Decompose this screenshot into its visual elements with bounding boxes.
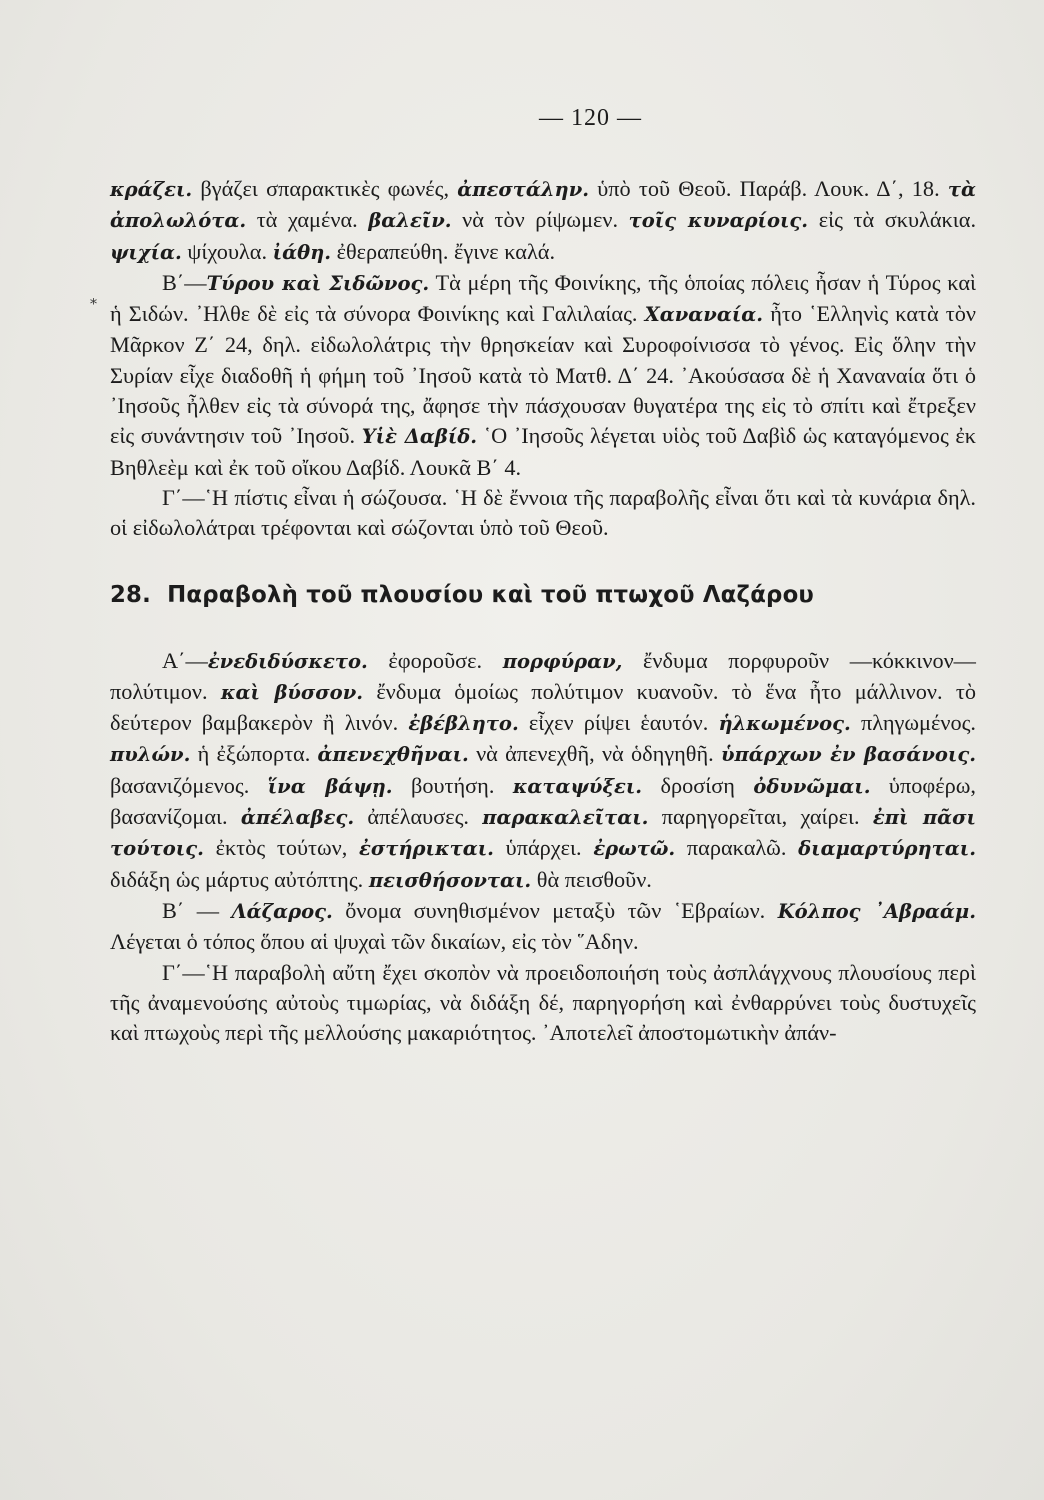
lemma-term: καταψύξει. <box>512 774 643 798</box>
gloss-text: ἦτο ῾Ελληνὶς κατὰ τὸν Μᾶρκον Ζ΄ 24, δηλ. εἰδωλολάτρις τὴν θρησκείαν καὶ Συροφοίνισσα τὸ γένος. Εἰς ὅλην τὴν Συρίαν εἶχε διαδοθῆ ἡ φήμη τοῦ ᾿Ιησοῦ κατὰ τὸ Ματθ. Δ΄ 24. ᾿Ακούσασα δὲ ἡ Χαναναία ὅτι ὁ ᾿Ιησοῦς ἦλθεν εἰς τὰ σύνορά της, ἄφησε τὴν πάσχουσαν θυγατέρα της εἰς τὸ σπίτι καὶ ἔτρεξεν εἰς συνάντησιν τοῦ ᾿Ιησοῦ. <box>110 301 976 449</box>
gloss-text: Τὰ μέρη τῆς Φοινίκης, τῆς ὁποίας πόλεις ἦσαν ἡ Τύρος καὶ ἡ Σιδών. ᾿Ηλθε δὲ εἰς τὰ σύνορα Φοινίκης καὶ Γαλιλαίας. <box>110 269 976 327</box>
lemma-term: Τύρου καὶ Σιδῶνος. <box>206 271 430 295</box>
lemma-term: Κόλπος ᾿Αβραάμ. <box>777 899 976 923</box>
gloss-text: ἔνδυμα ὁμοίως πολύτιμον κυανοῦν. τὸ ἕνα ἦτο μάλλινον. τὸ δεύτερον βαμβακερὸν ἢ λινόν. <box>110 678 976 736</box>
gloss-text: ὑπάρχει. <box>493 835 594 861</box>
lemma-term: Χαναναία. <box>644 303 764 327</box>
gloss-text: ἐθεραπεύθη. ἔγινε καλά. <box>331 238 556 264</box>
gloss-text: Β΄— <box>162 269 207 295</box>
lemma-term: ἐστήρικται. <box>359 837 494 861</box>
commentary-section-27 <box>110 174 976 544</box>
gloss-text: Α΄— <box>162 647 208 673</box>
gloss-text: Β΄ — <box>162 897 232 923</box>
lemma-term: ἰάθη. <box>272 240 332 264</box>
lemma-term: ὀδυνῶμαι. <box>753 774 871 798</box>
gloss-text: βγάζει σπαρακτικὲς φωνές, <box>192 176 458 201</box>
lemma-term: ἐπὶ πᾶσι τούτοις. <box>110 806 976 861</box>
page-number: — 120 — <box>539 105 642 131</box>
paragraph <box>110 268 976 483</box>
lemma-term: ἐρωτῶ. <box>593 837 676 861</box>
section-heading <box>110 582 976 608</box>
lemma-term: πορφύραν, <box>502 649 623 673</box>
lemma-term: Υἱὲ Δαβίδ. <box>361 425 478 449</box>
gloss-text: εἰς τὰ σκυλάκια. <box>808 207 977 233</box>
lemma-term: ἀπέλαβες. <box>240 806 355 830</box>
lemma-term: ἡλκωμένος. <box>718 712 851 736</box>
lemma-term: παρακαλεῖται. <box>482 806 649 830</box>
gloss-text: ὑπὸ τοῦ Θεοῦ. Παράβ. Λουκ. Δ΄, 18. <box>589 176 948 201</box>
lemma-term: πεισθήσονται. <box>368 868 532 892</box>
lemma-term: πυλών. <box>110 743 191 767</box>
gloss-text: θὰ πεισθοῦν. <box>531 866 652 892</box>
lemma-term: ψιχία. <box>110 240 182 264</box>
gloss-text: νὰ τὸν ρίψωμεν. <box>451 207 629 233</box>
section-title: Παραβολὴ τοῦ πλουσίου καὶ τοῦ πτωχοῦ Λαζάρου <box>167 581 815 608</box>
gloss-text: ἐφοροῦσε. <box>367 647 503 673</box>
lemma-term: ἀπεστάλην. <box>457 178 590 201</box>
gloss-text: Γ΄—῾Η πίστις εἶναι ἡ σώζουσα. ῾Η δὲ ἔννοια τῆς παραβολῆς εἶναι ὅτι καὶ τὰ κυνάρια δηλ. οἱ εἰδωλολάτραι τρέφονται καὶ σώζονται ὑπὸ τοῦ Θεοῦ. <box>110 484 976 541</box>
lemma-term: ἀπενεχθῆναι. <box>317 743 469 767</box>
gloss-text: πληγωμένος. <box>850 710 977 736</box>
gloss-text: νὰ ἀπενεχθῆ, νὰ ὁδηγηθῆ. <box>468 741 721 767</box>
lemma-term: ἐνεδιδύσκετο. <box>207 649 368 673</box>
gloss-text: βασανιζόμενος. <box>110 772 268 798</box>
lemma-term: ὑπάρχων ἐν βασάνοις. <box>720 743 976 767</box>
paragraph <box>110 958 976 1049</box>
lemma-term: τοῖς κυναρίοις. <box>628 209 809 233</box>
lemma-term: κράζει. <box>110 178 193 201</box>
lemma-term: τὰ ἀπολωλότα. <box>110 178 976 233</box>
paragraph <box>110 896 976 958</box>
lemma-term: καὶ βύσσον. <box>220 680 364 704</box>
gloss-text: παρηγορεῖται, χαίρει. <box>648 804 873 830</box>
section-number: 28. <box>110 581 151 608</box>
gloss-text: ἡ ἐξώπορτα. <box>190 741 318 767</box>
paragraph <box>110 174 976 268</box>
paragraph <box>110 483 976 544</box>
gloss-text: ὑποφέρω, βασανίζομαι. <box>110 772 976 830</box>
gloss-text: δροσίση <box>642 772 754 798</box>
gloss-text: ἐκτὸς τούτων, <box>203 835 360 861</box>
lemma-term: Λάζαρος. <box>231 899 333 923</box>
lemma-term: ἵνα βάψῃ. <box>267 774 393 798</box>
gloss-text: διδάξη ὡς μάρτυς αὐτόπτης. <box>110 866 369 892</box>
paragraph <box>110 646 976 896</box>
gloss-text: Λέγεται ὁ τόπος ὅπου αἱ ψυχαὶ τῶν δικαίων, εἰς τὸν ῞Αδην. <box>110 929 639 955</box>
lemma-term: βαλεῖν. <box>368 209 452 233</box>
gloss-text: ῾Ο ᾿Ιησοῦς λέγεται υἱὸς τοῦ Δαβὶδ ὡς καταγόμενος ἐκ Βηθλεὲμ καὶ ἐκ τοῦ οἴκου Δαβίδ. Λουκᾶ Β΄ 4. <box>110 423 976 480</box>
lemma-term: διαμαρτύρηται. <box>798 837 976 861</box>
gloss-text: ἀπέλαυσες. <box>354 804 483 830</box>
gloss-text: βουτήση. <box>392 772 513 798</box>
gloss-text: τὰ χαμένα. <box>246 207 369 233</box>
gloss-text: ψίχουλα. <box>181 238 273 264</box>
gloss-text: ὄνομα συνηθισμένον μεταξὺ τῶν ῾Εβραίων. <box>332 897 778 923</box>
gloss-text: Γ΄—῾Η παραβολὴ αὔτη ἔχει σκοπὸν νὰ προειδοποιήση τοὺς ἀσπλάγχνους πλουσίους περὶ τῆς ἀναμενούσης αὐτοὺς τιμωρίας, νὰ διδάξη δέ, παρηγορήση καὶ ἐνθαρρύνει τοὺς δυστυχεῖς καὶ πτωχοὺς περὶ τῆς μελλούσης μακαριότητος. ᾿Αποτελεῖ ἀποστομωτικὴν ἀπάν- <box>110 959 976 1046</box>
margin-mark: ⁎ <box>90 292 97 308</box>
gloss-text: ἔνδυμα πορφυροῦν —κόκκινον—πολύτιμον. <box>110 647 976 704</box>
gloss-text: παρακαλῶ. <box>675 835 799 861</box>
lemma-term: ἐβέβλητο. <box>408 712 519 736</box>
gloss-text: εἶχεν ρίψει ἑαυτόν. <box>518 710 719 736</box>
commentary-section-28 <box>110 646 976 1049</box>
